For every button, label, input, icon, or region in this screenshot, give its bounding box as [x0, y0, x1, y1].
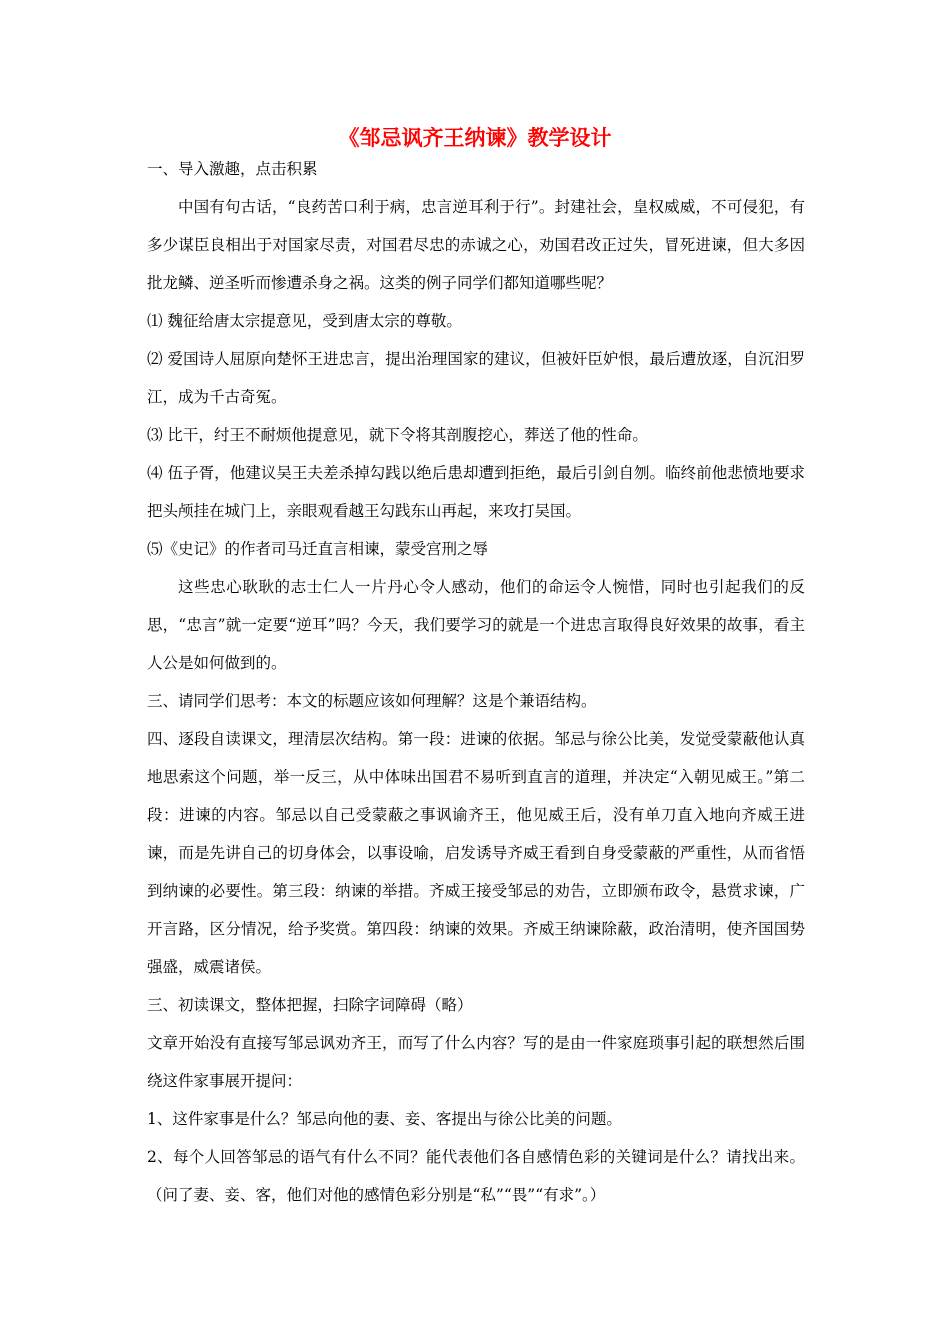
list-item: ⑷ 伍子胥，他建议吴王夫差杀掉勾践以绝后患却遭到拒绝，最后引剑自刎。临终前他悲愤地要求把头颅挂在城门上，亲眼观看越王勾践东山再起，来攻打吴国。 — [147, 464, 805, 520]
list-item: ⑸《史记》的作者司马迁直言相谏，蒙受宫刑之辱 — [147, 540, 489, 558]
question-item: 1、这件家事是什么？邹忌向他的妻、妾、客提出与徐公比美的问题。 — [147, 1110, 622, 1128]
document-title: 《邹忌讽齐王纳谏》教学设计 — [338, 125, 612, 150]
body-paragraph: 文章开始没有直接写邹忌讽劝齐王，而写了什么内容？写的是由一件家庭琐事引起的联想然后围绕这件家事展开提问： — [147, 1034, 805, 1090]
body-paragraph: 中国有句古话，“良药苦口利于病，忠言逆耳利于行”。封建社会，皇权威威，不可侵犯，有多少谋臣良相出于对国家尽责，对国君尽忠的赤诚之心，劝国君改正过失，冒死进谏，但大多因批龙鳞、逆圣听而惨遭杀身之祸。这类的例子同学们都知道哪些呢？ — [147, 198, 805, 292]
section-heading: 四、逐段自读课文，理清层次结构。第一段：进谏的依据。邹忌与徐公比美，发觉受蒙蔽他认真地思索这个问题，举一反三，从中体味出国君不易听到直言的道理，并决定“入朝见威王。”第二段：进谏的内容。邹忌以自己受蒙蔽之事讽谕齐王，他见威王后，没有单刀直入地向齐威王进谏，而是先讲自己的切身体会，以事设喻，启发诱导齐威王看到自身受蒙蔽的严重性，从而省悟到纳谏的必要性。第三段：纳谏的举措。齐威王接受邹忌的劝告，立即颁布政令，悬赏求谏，广开言路，区分情况，给予奖赏。第四段：纳谏的效果。齐威王纳谏除蔽，政治清明，使齐国国势强盛，威震诸侯。 — [147, 730, 805, 976]
section-heading-intro: 一、导入激趣，点击积累 — [147, 160, 318, 178]
section-heading: 三、初读课文，整体把握，扫除字词障碍（略） — [147, 996, 473, 1014]
section-heading: 三、请同学们思考：本文的标题应该如何理解？这是个兼语结构。 — [147, 692, 597, 710]
question-item: 2、每个人回答邹忌的语气有什么不同？能代表他们各自感情色彩的关键词是什么？请找出来。（问了妻、妾、客，他们对他的感情色彩分别是“私”“畏”“有求”。） — [147, 1148, 805, 1204]
list-item: ⑵ 爱国诗人屈原向楚怀王进忠言，提出治理国家的建议，但被奸臣妒恨，最后遭放逐，自沉汨罗江，成为千古奇冤。 — [147, 350, 805, 406]
list-item: ⑴ 魏征给唐太宗提意见，受到唐太宗的尊敬。 — [147, 312, 462, 330]
document-body — [147, 150, 805, 1214]
body-paragraph: 这些忠心耿耿的志士仁人一片丹心令人感动，他们的命运令人惋惜，同时也引起我们的反思，“忠言”就一定要“逆耳”吗？今天，我们要学习的就是一个进忠言取得良好效果的故事，看主人公是如何做到的。 — [147, 578, 805, 672]
list-item: ⑶ 比干，纣王不耐烦他提意见，就下令将其剖腹挖心，葬送了他的性命。 — [147, 426, 648, 444]
